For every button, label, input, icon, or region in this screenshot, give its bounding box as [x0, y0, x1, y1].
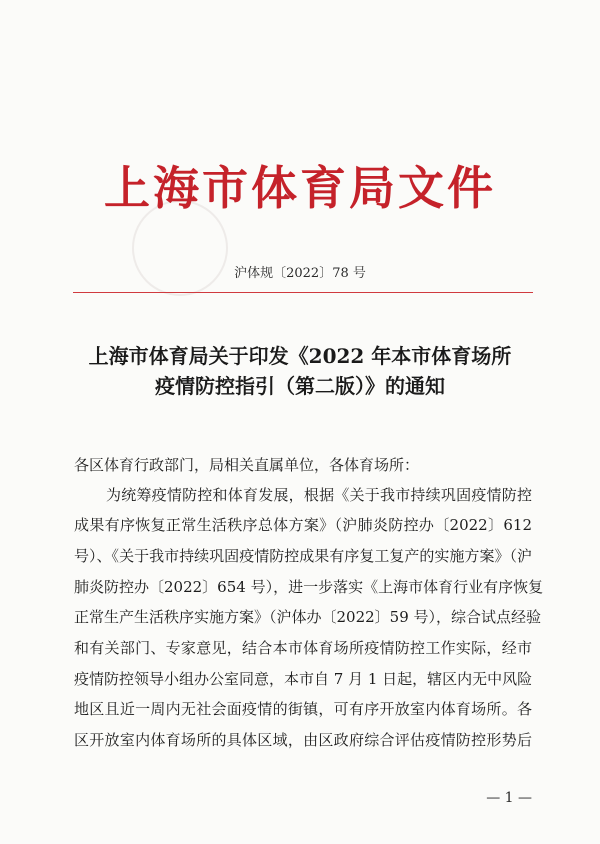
body-line: 地区且近一周内无社会面疫情的街镇，可有序开放室内体育场所。各 [74, 700, 532, 718]
body-line: 为统筹疫情防控和体育发展，根据《关于我市持续巩固疫情防控 [106, 486, 532, 504]
body-line: 成果有序恢复正常生活秩序总体方案》（沪肺炎防控办〔2022〕612 [74, 516, 532, 534]
body-line: 正常生产生活秩序实施方案》（沪体办〔2022〕59 号），综合试点经验 [74, 608, 542, 626]
document-header-title: 上海市体育局文件 [104, 161, 496, 215]
document-number: 沪体规〔2022〕78 号 [234, 266, 366, 281]
body-line: 区开放室内体育场所的具体区域，由区政府综合评估疫情防控形势后 [74, 731, 532, 749]
body-line: 和有关部门、专家意见，结合本市体育场所疫情防控工作实际，经市 [74, 639, 532, 657]
red-separator-line [73, 292, 533, 293]
body-line: 号）、《关于我市持续巩固疫情防控成果有序复工复产的实施方案》（沪 [74, 547, 532, 565]
document-title [0, 341, 600, 401]
document-title-line-1: 上海市体育局关于印发《2022 年本市体育场所 [88, 344, 512, 368]
body-line: 疫情防控领导小组办公室同意，本市自 7 月 1 日起，辖区内无中风险 [74, 670, 533, 688]
salutation: 各区体育行政部门，局相关直属单位，各体育场所： [74, 456, 420, 474]
page-number: — 1 — [486, 790, 532, 806]
document-title-line-2: 疫情防控指引（第二版）》的通知 [155, 374, 445, 398]
body-line: 肺炎防控办〔2022〕654 号），进一步落实《上海市体育行业有序恢复 [74, 578, 544, 596]
